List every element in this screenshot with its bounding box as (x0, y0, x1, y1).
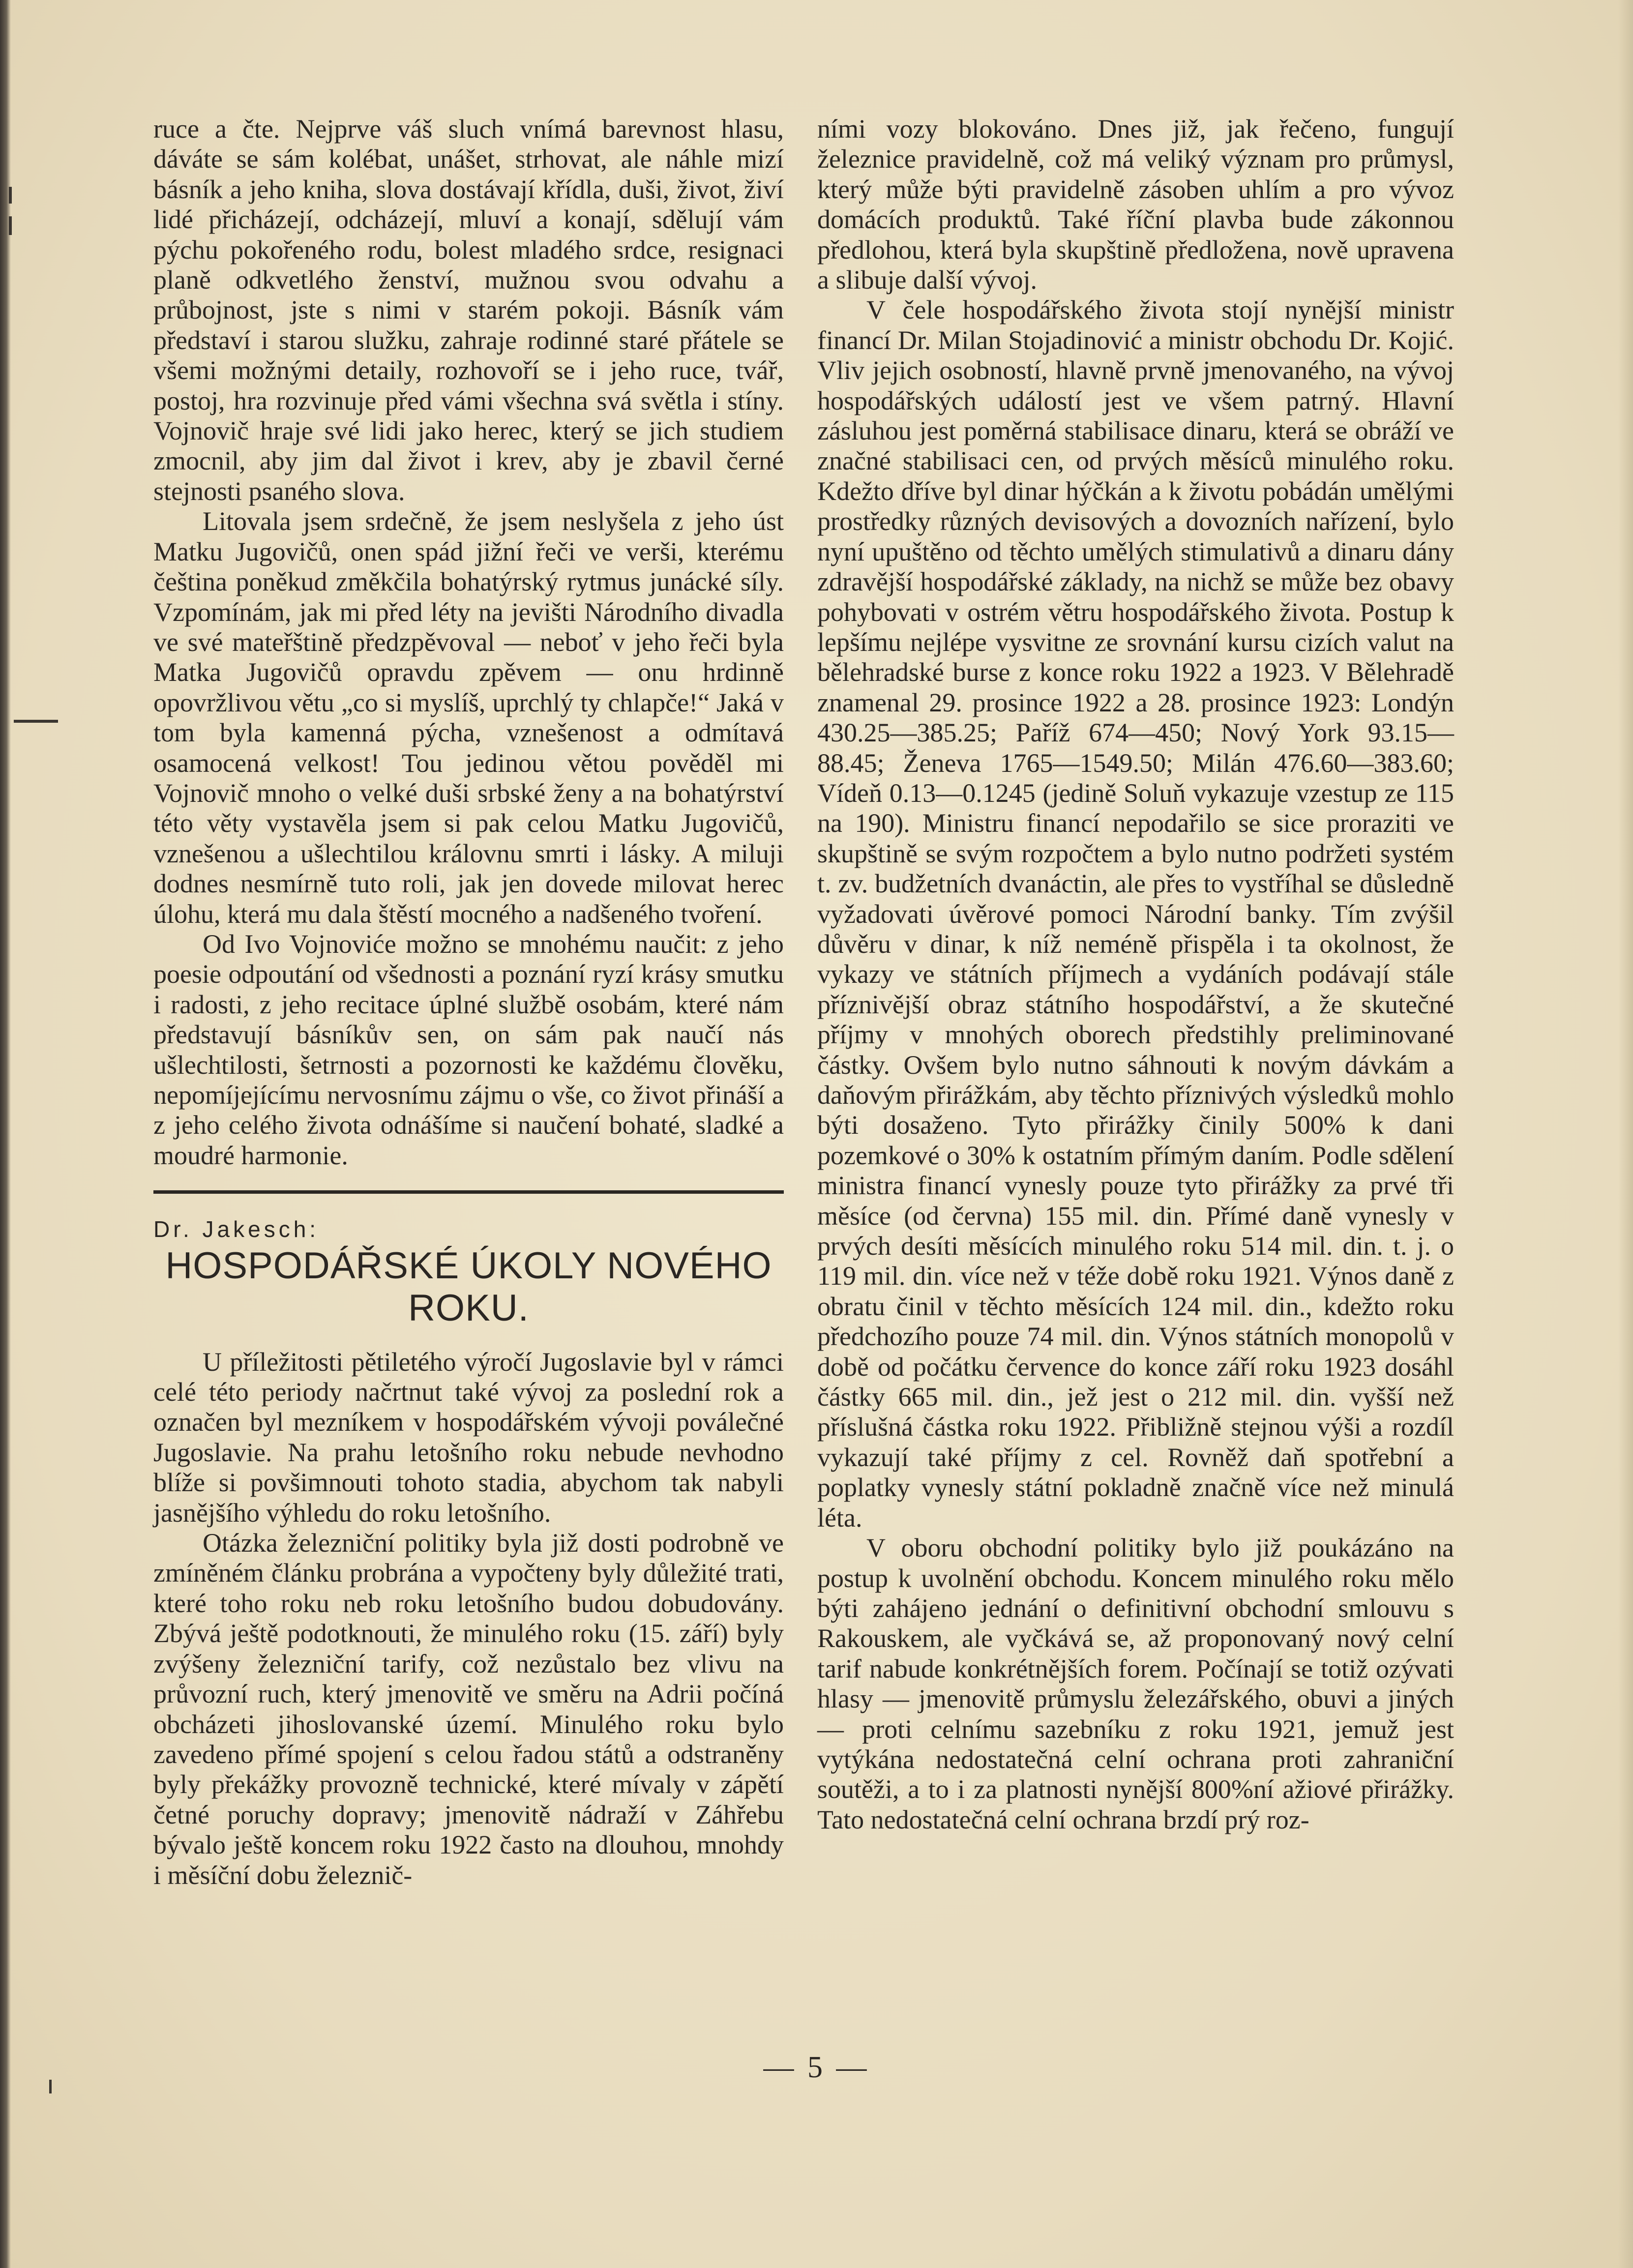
article-title-line: HOSPODÁŘSKÉ ÚKOLY NOVÉHO (165, 1244, 772, 1287)
right-page-edge (1618, 0, 1633, 2268)
paragraph: V oboru obchodní politiky bylo již poukázáno na postup k uvolnění obchodu. Koncem minulého roku mělo býti zahájeno jednání o definitivní obchodní smlouvu s Rakouskem, ale vyčkává se, až proponovaný nový celní tarif nabude konkrétnějších forem. Počínají se totiž ozývati hlasy — jmenovitě průmyslu železářského, obuvi a jiných — proti celnímu sazebníku z roku 1921, jemuž jest vytýkána nedostatečná celní ochrana proti zahraniční soutěži, a to i za platnosti nynější 800%ní ažiové přirážky. Tato nedostatečná celní ochrana brzdí prý roz- (817, 1533, 1454, 1834)
section-divider (153, 1190, 784, 1194)
margin-mark (14, 720, 58, 723)
right-column (817, 114, 1454, 1835)
margin-mark (9, 187, 12, 204)
article-title (153, 1245, 784, 1329)
paragraph: Otázka železniční politiky byla již dosti podrobně ve zmíněném článku probrána a vypočteny byly důležité trati, které toho roku neb roku letošního budou dobudovány. Zbývá ještě podotknouti, že minulého roku (15. září) byly zvýšeny železniční tarify, což nezůstalo bez vlivu na průvozní ruch, který jmenovitě ve směru na Adrii počíná obcházeti jihoslovanské území. Minulého roku bylo zavedeno přímé spojení s celou řadou států a odstraněny byly překážky provozně technické, které mívaly v zápětí četné poruchy dopravy; jmenovitě nádraží v Záhřebu bývalo ještě koncem roku 1922 často na dlouhou, mnohdy i měsíční dobu železnič- (153, 1528, 784, 1890)
article-byline: Dr. Jakesch: (153, 1216, 320, 1242)
paragraph: U příležitosti pětiletého výročí Jugoslavie byl v rámci celé této periody načrtnut také vývoj za poslední rok a označen byl mezníkem v hospodářském vývoji poválečné Jugoslavie. Na prahu letošního roku nebude nevhodno blíže si povšimnouti tohoto stadia, abychom tak nabyli jasnějšího výhledu do roku letošního. (153, 1347, 784, 1528)
paragraph: V čele hospodářského života stojí nynější ministr financí Dr. Milan Stojadinović a ministr obchodu Dr. Kojić. Vliv jejich osobností, hlavně prvně jmenovaného, na vývoj hospodářských událostí jest ve všem patrný. Hlavní zásluhou jest poměrná stabilisace dinaru, která se obráží ve značné stabilisaci cen, od prvých měsíců minulého roku. Kdežto dříve byl dinar hýčkán a k životu pobádán umělými prostředky různých devisových a dovozních nařízení, bylo nyní upuštěno od těchto umělých stimulativů a dinaru dány zdravější hospodářské základy, na nichž se může bez obavy pohybovati v ostrém větru hospodářského života. Postup k lepšímu nejlépe vysvitne ze srovnání kursu cizích valut na bělehradské burse z konce roku 1922 a 1923. V Bělehradě znamenal 29. prosince 1922 a 28. prosince 1923: Londýn 430.25—385.25; Paříž 674—450; Nový York 93.15—88.45; Ženeva 1765—1549.50; Milán 476.60—383.60; Vídeň 0.13—0.1245 (jedině Soluň vykazuje vzestup ze 115 na 190). Ministru financí nepodařilo se sice proraziti ve skupštině se svým rozpočtem a bylo nutno podržeti systém t. zv. budžetních dvanáctin, ale přes to vystříhal se důsledně vyžadovati úvěrové pomoci Národní banky. Tím zvýšil důvěru v dinar, k níž neméně přispěla i ta okolnost, že vykazy ve státních příjmech a vydáních podávají stále příznivější obraz státního hospodářství, a že skutečné příjmy v mnohých oborech předstihly preliminované částky. Ovšem bylo nutno sáhnouti k novým dávkám a daňovým přirážkám, aby těchto příznivých výsledků mohlo býti dosaženo. Tyto přirážky činily 500% k dani pozemkové o 30% k ostatním přímým daním. Podle sdělení ministra financí vynesly pouze tyto přirážky za prvé tři měsíce (od června) 155 mil. din. Přímé daně vynesly v prvých desíti měsících minulého roku 514 mil. din. t. j. o 119 mil. din. více než v téže době roku 1921. Výnos daně z obratu činil v těchto měsících 124 mil. din., kdežto roku předchozího pouze 74 mil. din. Výnos státních monopolů v době od počátku července do konce září roku 1923 dosáhl částky 665 mil. din., jež jest o 212 mil. din. vyšší než příslušná částka roku 1922. Přibližně stejnou výši a rozdíl vykazují také příjmy z cel. Rovněž daň spotřební a poplatky vynesly státní pokladně značně více než minulá léta. (817, 295, 1454, 1532)
margin-mark (9, 216, 12, 235)
article-title-line: ROKU. (408, 1287, 529, 1329)
page-number: — 5 — (763, 2051, 870, 2084)
left-column (153, 114, 784, 1890)
paragraph: Litovala jsem srdečně, že jsem neslyšela z jeho úst Matku Jugovičů, onen spád jižní řeči ve verši, kterému čeština poněkud změkčila bohatýrský rytmus junácké síly. Vzpomínám, jak mi před léty na jevišti Národního divadla ve své mateřštině předzpěvoval — neboť v jeho řeči byla Matka Jugovičů opravdu zpěvem — onu hrdinně opovržlivou větu „co si myslíš, uprchlý ty chlapče!“ Jaká v tom byla kamenná pýcha, vznešenost a odmítavá osamocená velkost! Tou jedinou větou pověděl mi Vojnovič mnoho o velké duši srbské ženy a na bohatýrství této věty vystavěla jsem si pak celou Matku Jugovičů, vznešenou a ušlechtilou královnu smrti i lásky. A miluji dodnes nesmírně tuto roli, jak jen dovede milovat herec úlohu, která mu dala štěstí mocného a nadšeného tvoření. (153, 506, 784, 929)
binding-edge-shadow (0, 0, 11, 2268)
paragraph: Od Ivo Vojnoviće možno se mnohému naučit: z jeho poesie odpoutání od všednosti a poznání ryzí krásy smutku i radosti, z jeho recitace úplné službě osobám, které nám představují básníkův sen, on sám pak naučí nás ušlechtilosti, šetrnosti a pozornosti ke každému člověku, nepomíjejícímu nervosnímu zájmu o vše, co život přináší a z jeho celého života odnášíme si naučení bohaté, sladké a moudré harmonie. (153, 929, 784, 1170)
paragraph: ními vozy blokováno. Dnes již, jak řečeno, fungují železnice pravidelně, což má veliký význam pro průmysl, který může býti pravidelně zásoben uhlím a pro vývoz domácích produktů. Také říční plavba bude zákonnou předlohou, která byla skupštině předložena, nově upravena a slibuje další vývoj. (817, 114, 1454, 295)
paragraph: ruce a čte. Nejprve váš sluch vnímá barevnost hlasu, dáváte se sám kolébat, unášet, strhovat, ale náhle mizí básník a jeho kniha, slova dostávají křídla, duši, život, živí lidé přicházejí, odcházejí, mluví a konají, sdělují vám pýchu pokořeného rodu, bolest mladého srdce, resignaci planě odkvetlého ženství, mužnou svou odvahu a průbojnost, jste s nimi v starém pokoji. Básník vám představí i starou služku, zahraje rodinné staré přátele se všemi možnými detaily, rozhovoří se i jeho ruce, tvář, postoj, hra rozvinuje před vámi všechna svá světla i stíny. Vojnovič hraje své lidi jako herec, který se jich studiem zmocnil, aby jim dal život i krev, aby je zbavil černé stejnosti psaného slova. (153, 114, 784, 506)
